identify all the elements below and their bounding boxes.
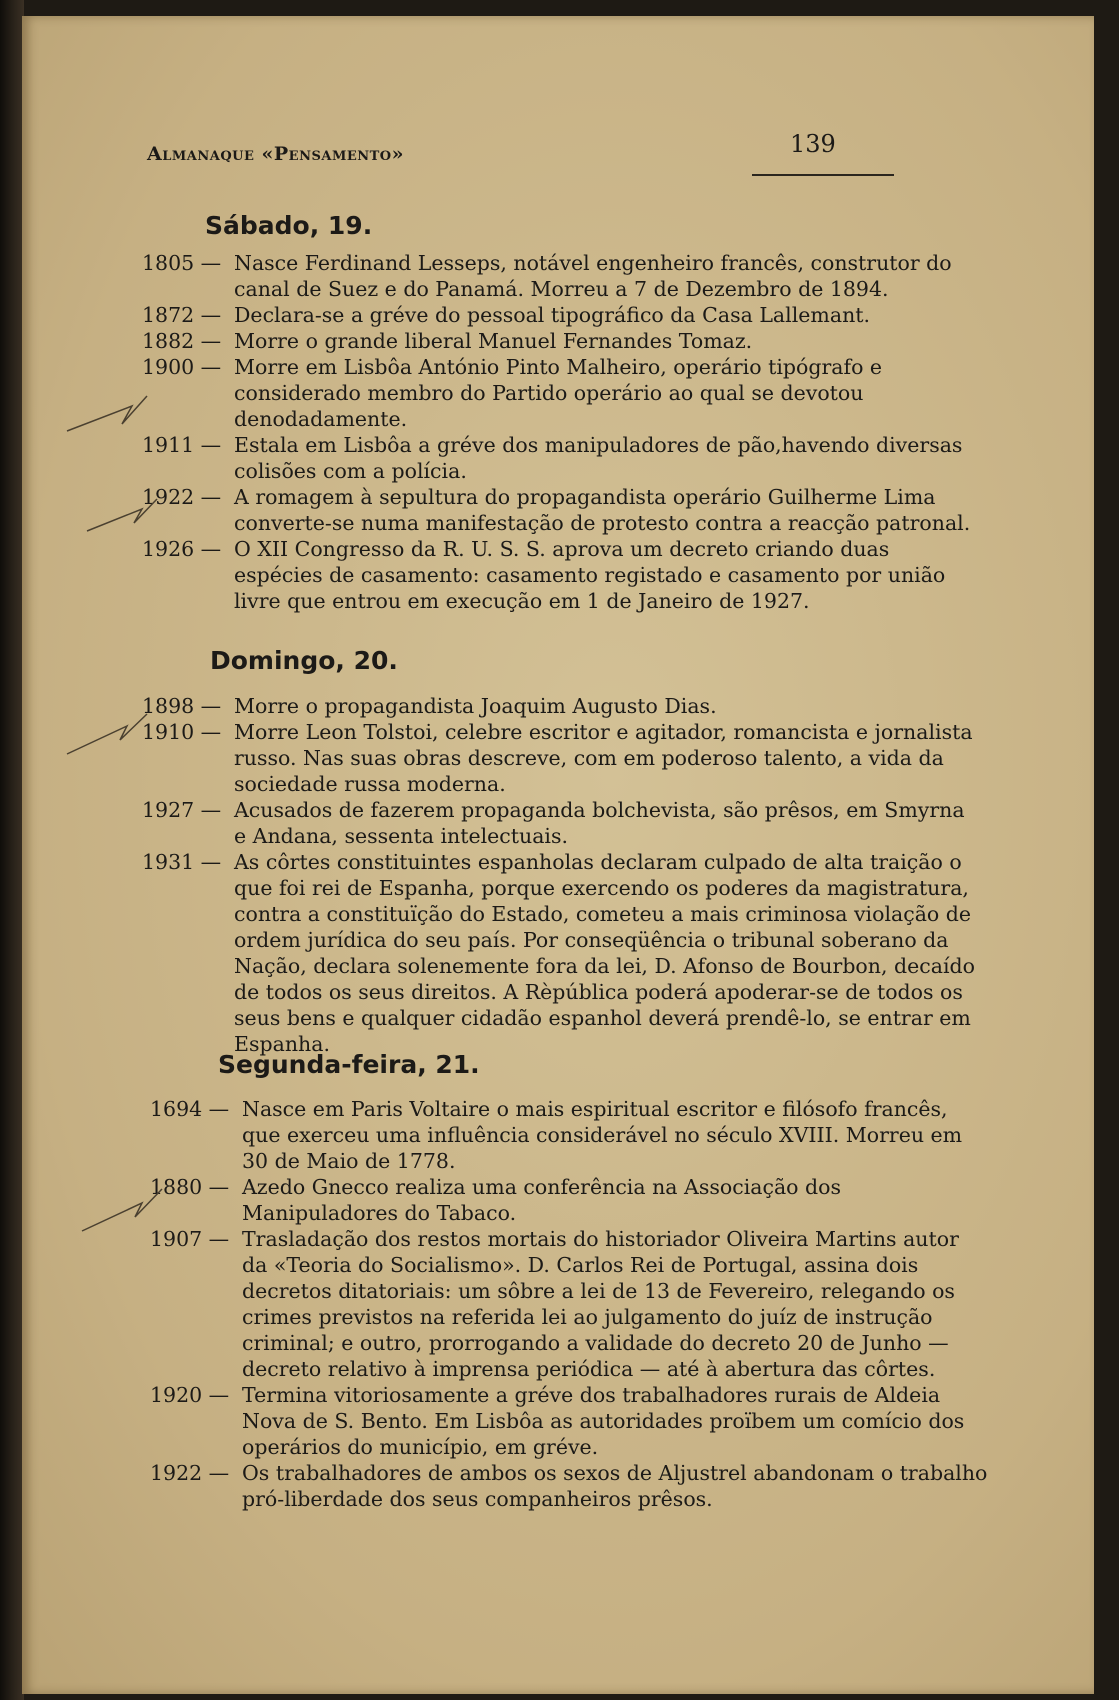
list-item — [142, 328, 972, 354]
entry-text: Os trabalhadores de ambos os sexos de Aljustrel abandonam o trabalho pró-liberdade dos seus companheiros prêsos. — [242, 1461, 988, 1511]
list-item — [142, 797, 982, 849]
entry-year: 1694 — — [150, 1097, 230, 1121]
header-rule — [752, 174, 894, 176]
page-number: 139 — [790, 130, 836, 158]
entry-text: Termina vitoriosamente a gréve dos trabalhadores rurais de Aldeia Nova de S. Bento. Em Lisbôa as autoridades proïbem um comício dos operários do município, em gréve. — [242, 1383, 965, 1459]
list-item — [150, 1460, 990, 1512]
list-item — [150, 1174, 990, 1226]
entry-year: 1900 — — [142, 355, 222, 379]
pencil-mark-icon — [62, 386, 152, 446]
entry-year: 1926 — — [142, 537, 222, 561]
entry-year: 1882 — — [142, 329, 222, 353]
list-item — [142, 302, 972, 328]
entry-text: Acusados de fazerem propaganda bolchevista, são prêsos, em Smyrna e Andana, sessenta intelectuais. — [234, 798, 965, 848]
entry-text: Morre em Lisbôa António Pinto Malheiro, operário tipógrafo e considerado membro do Partido operário ao qual se devotou denodadamente. — [234, 355, 883, 431]
entries-saturday — [142, 250, 972, 614]
list-item — [150, 1096, 990, 1174]
book-page — [22, 16, 1094, 1694]
list-item — [142, 354, 972, 432]
list-item — [142, 849, 982, 1057]
list-item — [142, 432, 972, 484]
entry-year: 1907 — — [150, 1227, 230, 1251]
running-head: Almanaque «Pensamento» — [147, 143, 404, 165]
entry-text: As côrtes constituintes espanholas declaram culpado de alta traição o que foi rei de Espanha, porque exercendo os poderes da magistratura, contra a constituïção do Estado, cometeu a mais criminosa violação de ordem jurídica do seu país. Por conseqüência o tribunal soberano da Nação, declara solenemente fora da lei, D. Afonso de Bourbon, decaído de todos os seus direitos. A Rèpública poderá apoderar-se de todos os seus bens e qualquer cidadão espanhol deverá prendê-lo, se entrar em Espanha. — [234, 850, 975, 1056]
entry-text: Nasce Ferdinand Lesseps, notável engenheiro francês, construtor do canal de Suez e do Panamá. Morreu a 7 de Dezembro de 1894. — [234, 251, 952, 301]
pencil-mark-icon — [62, 706, 152, 766]
entry-year: 1872 — — [142, 303, 222, 327]
day-heading-saturday: Sábado, 19. — [205, 211, 373, 240]
day-heading-sunday: Domingo, 20. — [210, 646, 398, 675]
entries-sunday — [142, 693, 982, 1057]
list-item — [142, 536, 972, 614]
entry-text: Estala em Lisbôa a gréve dos manipuladores de pão,havendo diversas colisões com a polícia. — [234, 433, 963, 483]
entry-text: O XII Congresso da R. U. S. S. aprova um decreto criando duas espécies de casamento: casamento registado e casamento por união livre que entrou em execução em 1 de Janeiro de 1927. — [234, 537, 946, 613]
list-item — [142, 719, 982, 797]
list-item — [142, 484, 972, 536]
pencil-mark-icon — [77, 1181, 167, 1241]
entry-text: Morre o grande liberal Manuel Fernandes Tomaz. — [234, 329, 753, 353]
pencil-mark-icon — [82, 491, 162, 541]
entries-monday — [150, 1096, 990, 1512]
entry-year: 1920 — — [150, 1383, 230, 1407]
entry-text: A romagem à sepultura do propagandista operário Guilherme Lima converte-se numa manifestação de protesto contra a reacção patronal. — [234, 485, 971, 535]
entry-text: Trasladação dos restos mortais do historiador Oliveira Martins autor da «Teoria do Socialismo». D. Carlos Rei de Portugal, assina dois decretos ditatoriais: um sôbre a lei de 13 de Fevereiro, relegando os crimes previstos na referida lei ao julgamento do juíz de instrução criminal; e outro, prorrogando a validade do decreto 20 de Junho — decreto relativo à imprensa periódica — até à abertura das côrtes. — [242, 1227, 959, 1381]
entry-year: 1922 — — [150, 1461, 230, 1485]
entry-text: Declara-se a gréve do pessoal tipográfico da Casa Lallemant. — [234, 303, 871, 327]
entry-year: 1910 — — [142, 720, 222, 744]
book-binding-edge — [0, 0, 24, 1700]
entry-year: 1880 — — [150, 1175, 230, 1199]
entry-text: Nasce em Paris Voltaire o mais espiritual escritor e filósofo francês, que exerceu uma influência considerável no século XVIII. Morreu em 30 de Maio de 1778. — [242, 1097, 963, 1173]
list-item — [142, 693, 982, 719]
entry-year: 1931 — — [142, 850, 222, 874]
entry-text: Morre Leon Tolstoi, celebre escritor e agitador, romancista e jornalista russo. Nas suas obras descreve, com em poderoso talento, a vida da sociedade russa moderna. — [234, 720, 973, 796]
entry-year: 1898 — — [142, 694, 222, 718]
entry-year: 1805 — — [142, 251, 222, 275]
list-item — [142, 250, 972, 302]
entry-year: 1911 — — [142, 433, 222, 457]
entry-year: 1922 — — [142, 485, 222, 509]
list-item — [150, 1226, 990, 1382]
entry-text: Azedo Gnecco realiza uma conferência na Associação dos Manipuladores do Tabaco. — [242, 1175, 842, 1225]
day-heading-monday: Segunda-feira, 21. — [218, 1050, 480, 1079]
list-item — [150, 1382, 990, 1460]
entry-year: 1927 — — [142, 798, 222, 822]
entry-text: Morre o propagandista Joaquim Augusto Dias. — [234, 694, 717, 718]
